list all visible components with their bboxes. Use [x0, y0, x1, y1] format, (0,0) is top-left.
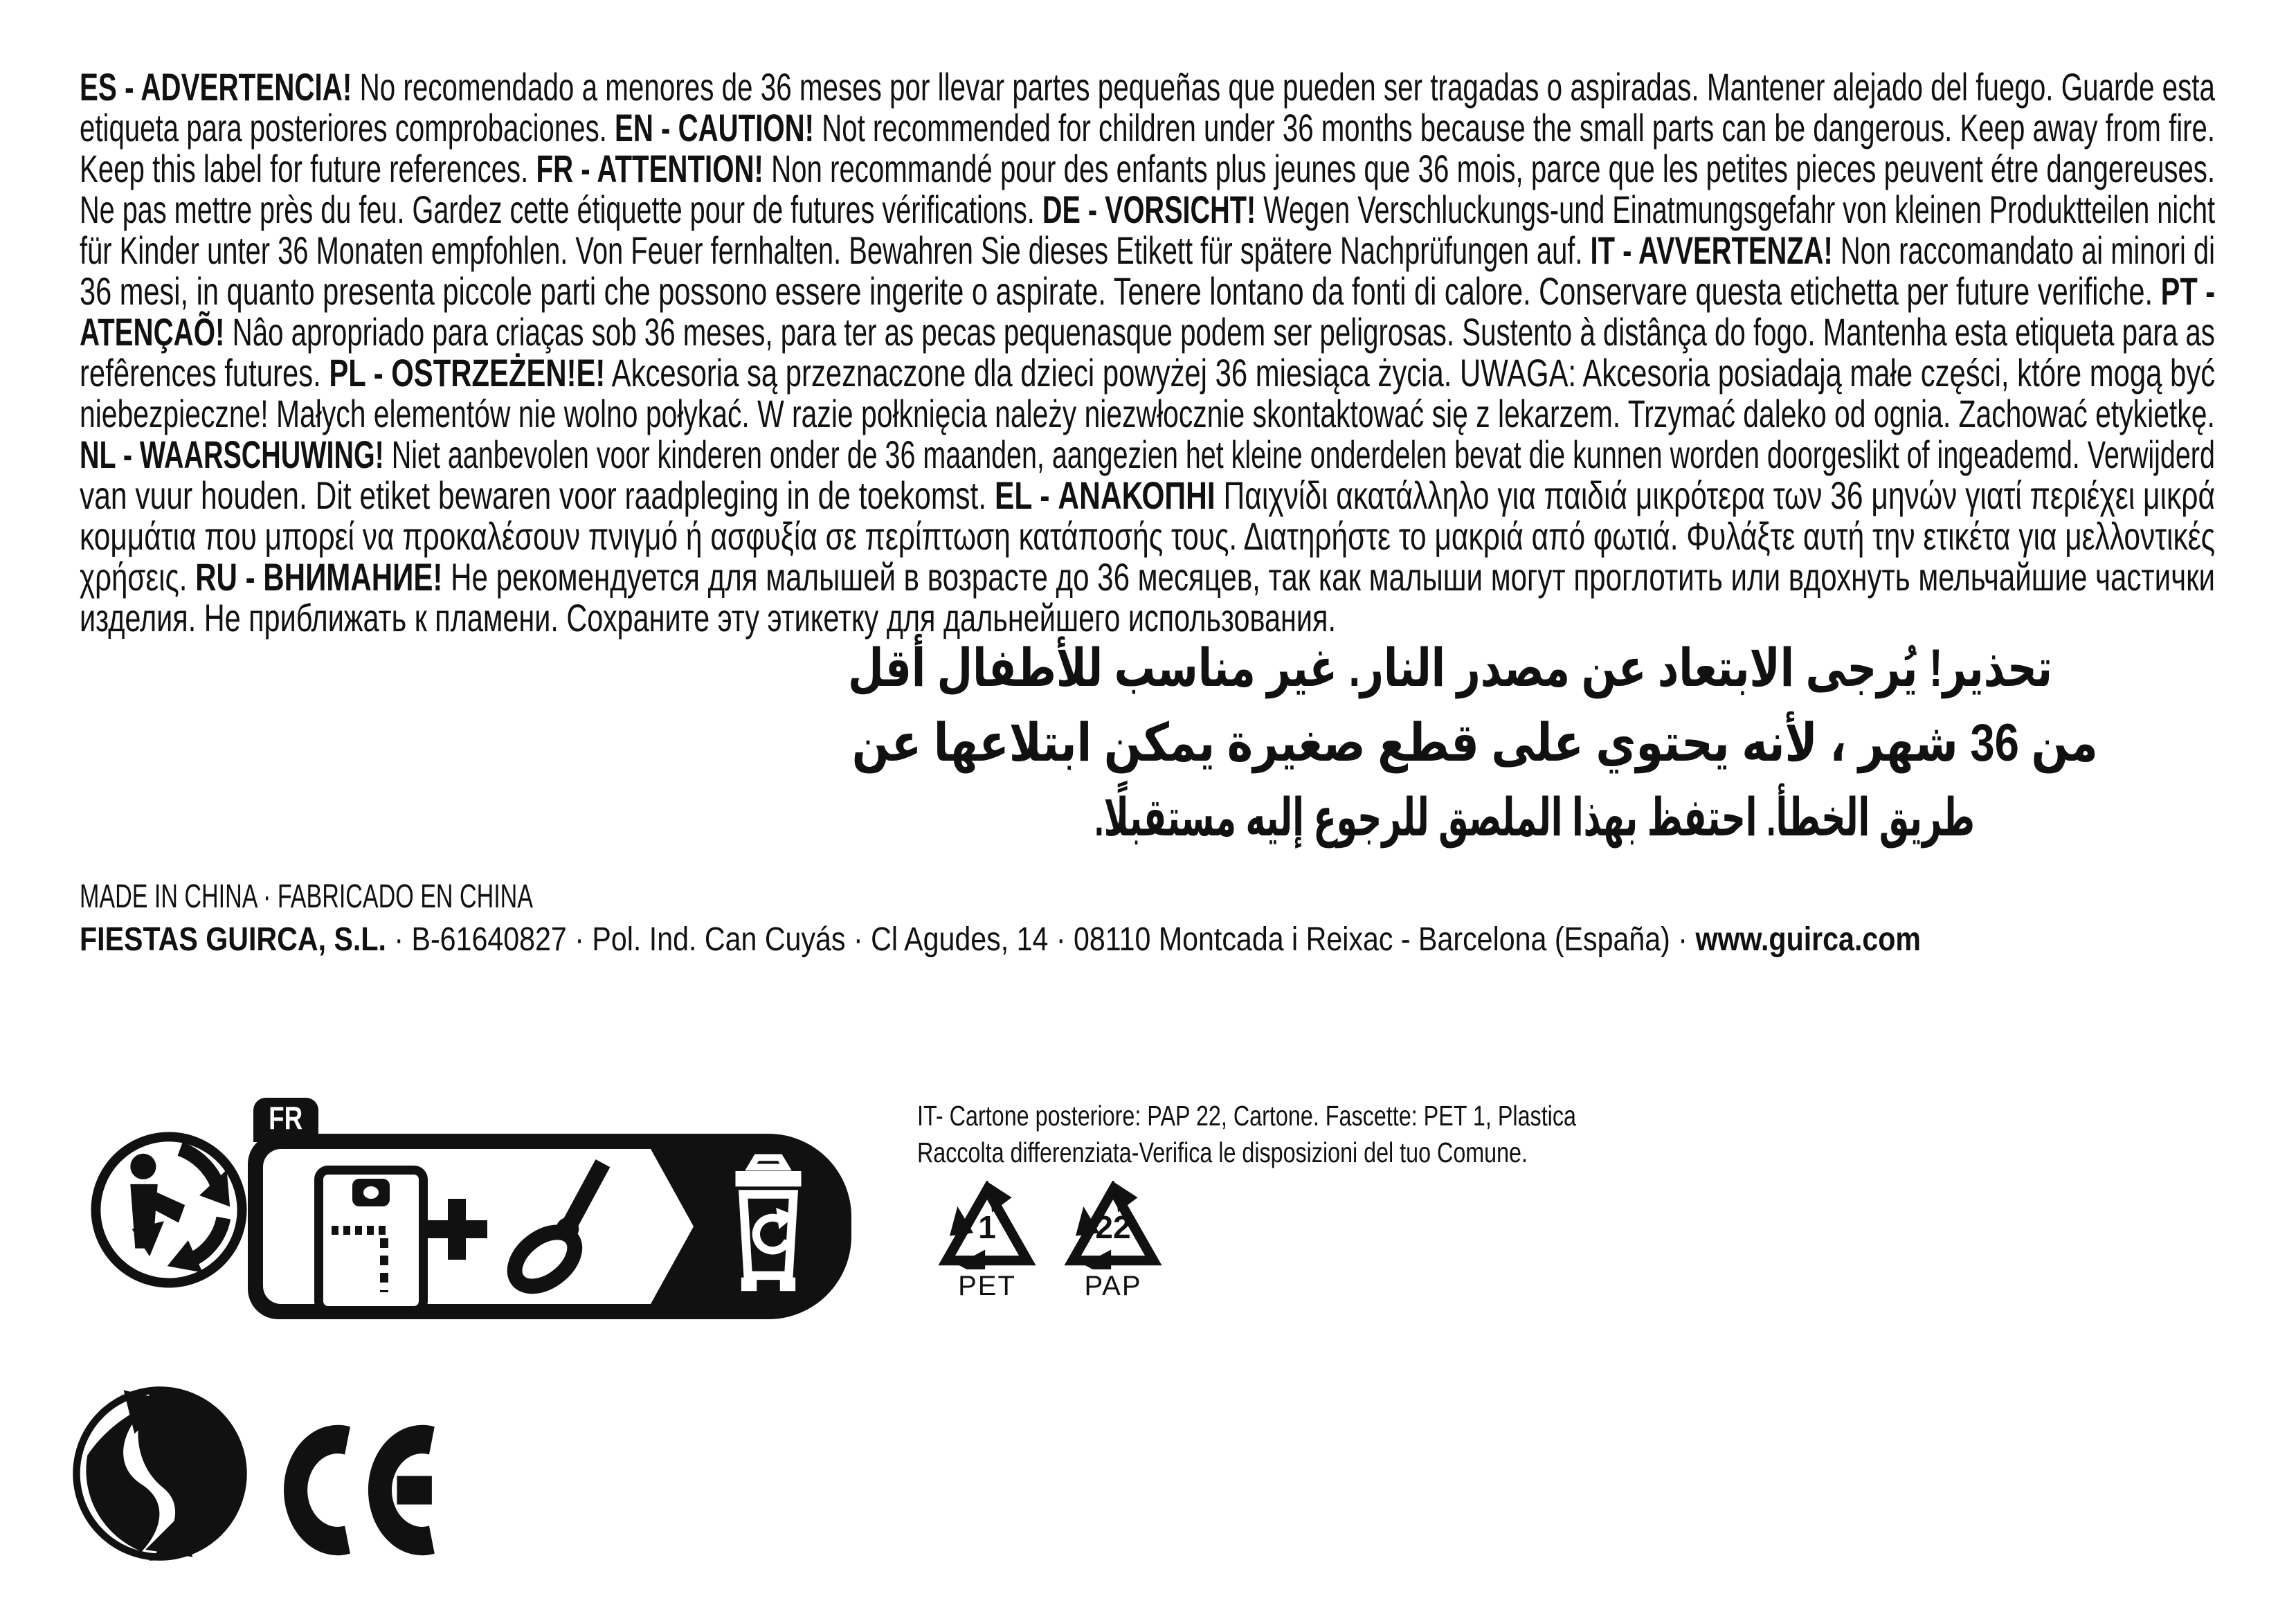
fr-country-tab — [253, 1098, 318, 1142]
mobius-triangle-icon — [935, 1181, 1039, 1269]
warning-line: изделия. Не приближать к пламени. Сохраните эту этикетку для дальнейшего использования. — [80, 596, 1336, 640]
recycling-code-material: PAP — [1084, 1271, 1142, 1301]
arabic-warning-line: تحذير! يُرجى الابتعاد عن مصدر النار. غير مناسب للأطفال أقل — [847, 639, 2052, 698]
it-disposal-note-line1: IT- Cartone posteriore: PAP 22, Cartone. Fascette: PET 1, Plastica — [917, 1100, 1576, 1132]
arabic-warning-line: من 36 شهر ، لأنه يحتوي على قطع صغيرة يمكن ابتلاعها عن — [852, 714, 2099, 772]
fr-country-tab-label: FR — [269, 1100, 303, 1136]
cord-tie-icon — [498, 1153, 626, 1298]
fr-sorting-panel — [248, 1100, 851, 1319]
it-disposal-note — [917, 1098, 1753, 1171]
blister-card-icon — [314, 1166, 428, 1315]
recycling-code-number: 1 — [978, 1209, 996, 1245]
warning-line: NL - WAARSCHUWING! Niet aanbevolen voor kinderen onder de 36 maanden, aangezien het kleine onderdelen bevat die kunnen worden doorgeslikt of ingeademd. Verwijderd — [80, 433, 2215, 476]
arabic-warning-block — [847, 633, 2222, 857]
triman-icon — [89, 1130, 249, 1290]
green-dot-icon — [69, 1383, 251, 1564]
warning-line: χρήσεις. RU - ВНИМАНИЕ! Не рекомендуется для малышей в возрасте до 36 месяцев, так как малыши могут проглотить или вдохнуть мельчайшие частички — [80, 555, 2216, 599]
dashed-line-horizontal — [332, 1226, 388, 1235]
company-address-line: FIESTAS GUIRCA, S.L. · B-61640827 · Pol. Ind. Can Cuyás · Cl Agudes, 14 · 08110 Montcada i Reixac - Barcelona (España) · www.guirca.com — [80, 921, 1922, 958]
warning-line: etiqueta para posteriores comprobaciones. EN - CAUTION! Not recommended for children under 36 months because the small parts can be dangerous. Keep away from fire. — [80, 106, 2216, 150]
warning-line: ES - ADVERTENCIA! No recomendado a menores de 36 meses por llevar partes pequeñas que pueden ser tragadas o aspiradas. Mantener alejado del fuego. Guarde esta — [80, 65, 2215, 109]
fr-sorting-panel-chevron — [651, 1149, 694, 1304]
hang-hole-icon — [352, 1179, 390, 1206]
warning-line: refêrences futures. PL - OSTRZEŻEN!E! Akcesoria są przeznaczone dla dzieci powyżej 36 miesiąca życia. UWAGA: Akcesoria posiadają małe części, które mogą być — [80, 351, 2216, 395]
ce-mark-icon — [257, 1419, 437, 1561]
recycling-code-number: 22 — [1095, 1209, 1131, 1245]
warning-line: van vuur houden. Dit etiket bewaren voor raadpleging in de toekomst. EL - ΑΝΑΚΟΠΗΙ Παιχνίδι ακατάλληλο για παιδιά μικρότερα των 36 μηνών γιατί περιέχει μικρά — [80, 473, 2216, 517]
plus-icon — [426, 1199, 487, 1260]
warning-line: Ne pas mettre près du feu. Gardez cette étiquette pour de futures vérifications. DE - VORSICHT! Wegen Verschluckungs-und Einatmungsgefahr von kleinen Produktteilen nicht — [80, 188, 2216, 231]
warning-line: für Kinder unter 36 Monaten empfohlen. Von Feuer fernhalten. Bewahren Sie dieses Etikett für spätere Nachprüfungen auf. IT - AVVERTENZA! Non raccomandato ai minori di — [80, 228, 2215, 272]
origin-line-text: MADE IN CHINA · FABRICADO EN CHINA — [80, 878, 533, 915]
mobius-triangle-icon — [1061, 1181, 1165, 1269]
origin-line — [80, 878, 718, 916]
it-disposal-note-line2: Raccolta differenziata-Verifica le disposizioni del tuo Comune. — [917, 1136, 1528, 1168]
warning-text-block — [80, 66, 2215, 638]
warning-line: ATENÇAÕ! Nâo apropriado para criaças sob 36 meses, para ter as pecas pequenasque podem ser peligrosas. Sustento à distânça do fogo. Mantenha esta etiqueta para as — [80, 310, 2215, 354]
dashed-line-vertical — [380, 1238, 388, 1292]
recycling-code-pap — [1058, 1181, 1168, 1302]
warning-line: 36 mesi, in quanto presenta piccole parti che possono essere ingerite o aspirate. Tenere lontano da fonti di calore. Conservare questa etichetta per future verifiche. PT - — [80, 269, 2216, 313]
recycle-bin-icon — [720, 1152, 817, 1303]
arabic-warning-line: طريق الخطأ. احتفظ بهذا الملصق للرجوع إليه مستقبلًا. — [1094, 788, 1975, 847]
recycling-code-material: PET — [958, 1271, 1016, 1301]
recycling-code-pet — [932, 1181, 1042, 1302]
warning-line: Keep this label for future references. FR - ATTENTION! Non recommandé pour des enfants plus jeunes que 36 mois, parce que les petites pieces peuvent étre dangereuses. — [80, 147, 2216, 190]
warning-line: κομμάτια που μπορεί να προκαλέσουν πνιγμό ή ασφυξία σε περίπτωση κατάποσής τους. Διατηρήστε το μακριά από φωτιά. Φυλάξτε αυτή την ετικέτα για μελλοντικές — [80, 514, 2216, 558]
warning-line: niebezpieczne! Małych elementów nie wolno połykać. W razie połknięcia należy niezwłocznie skontaktować się z lekarzem. Trzymać daleko od ognia. Zachować etykietkę. — [80, 392, 2215, 435]
